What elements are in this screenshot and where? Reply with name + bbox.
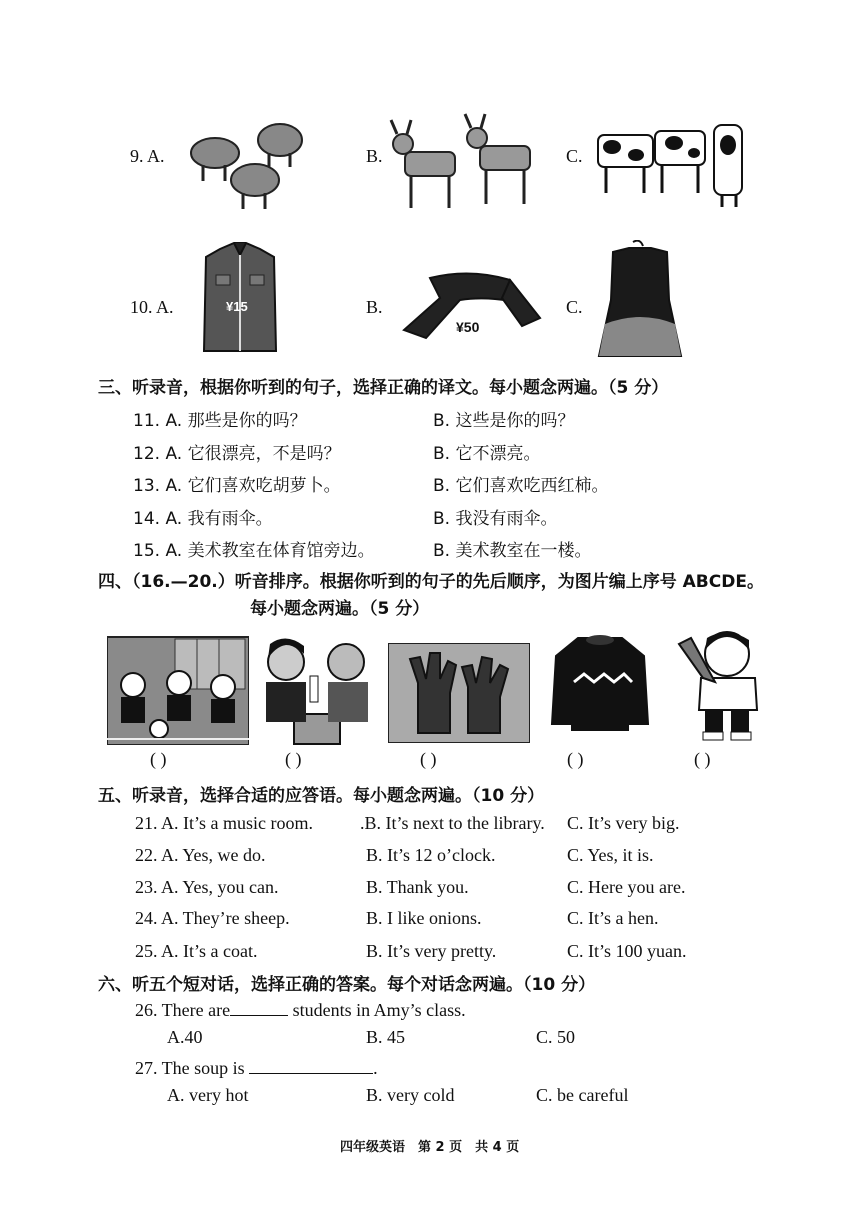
sheep-image	[185, 115, 325, 215]
q26-question	[135, 999, 466, 1021]
q26-option-c: C. 50	[536, 1027, 576, 1047]
q26-option-a: A.40	[167, 1027, 203, 1047]
section4-heading: 四、（16.—20.）听音排序。根据你听到的句子的先后顺序，为图片编上序号 ABCDE。	[98, 572, 764, 592]
q14-option-a: 14. A. 我有雨伞。	[133, 509, 273, 529]
dress-image	[595, 240, 685, 358]
page-footer: 四年级英语 第 2 页 共 4 页	[340, 1140, 520, 1155]
q26-text-post: students in Amy’s class.	[292, 1000, 466, 1020]
q22-option-c: C. Yes, it is.	[567, 845, 654, 865]
answer-paren-1[interactable]: ( )	[150, 749, 167, 769]
q15-option-a: 15. A. 美术教室在体育馆旁边。	[133, 541, 375, 561]
section3-heading: 三、听录音，根据你听到的句子，选择正确的译文。每小题念两遍。（5 分）	[98, 378, 669, 398]
section6-heading: 六、听五个短对话，选择正确的答案。每个对话念两遍。（10 分）	[98, 975, 596, 995]
q13-option-b: B. 它们喜欢吃西红柿。	[433, 476, 609, 496]
section5-heading: 五、听录音，选择合适的应答语。每小题念两遍。（10 分）	[98, 786, 545, 806]
q27-text-post: .	[373, 1058, 378, 1078]
q23-option-c: C. Here you are.	[567, 877, 686, 897]
answer-paren-2[interactable]: ( )	[285, 749, 302, 769]
q15-option-b: B. 美术教室在一楼。	[433, 541, 592, 561]
answer-paren-5[interactable]: ( )	[694, 749, 711, 769]
q13-option-a: 13. A. 它们喜欢吃胡萝卜。	[133, 476, 341, 496]
q26-text-pre: 26. There are	[135, 1000, 231, 1020]
q23-option-a: 23. A. Yes, you can.	[135, 877, 279, 897]
children-football-image	[107, 627, 249, 745]
q27-option-b: B. very cold	[366, 1085, 455, 1105]
q9-label: 9. A.	[130, 146, 165, 166]
shirt-image	[200, 235, 280, 357]
people-drinking-image	[258, 628, 376, 746]
q25-option-b: B. It’s very pretty.	[366, 941, 497, 961]
q25-option-c: C. It’s 100 yuan.	[567, 941, 687, 961]
q27-option-a: A. very hot	[167, 1085, 249, 1105]
q21-option-b: .B. It’s next to the library.	[360, 813, 545, 833]
goats-image	[385, 112, 545, 214]
q26-option-b: B. 45	[366, 1027, 406, 1047]
sweater-image	[548, 632, 652, 732]
q11-option-a: 11. A. 那些是你的吗？	[133, 411, 307, 431]
section4-heading-line2: 每小题念两遍。（5 分）	[250, 599, 430, 619]
q10-label: 10. A.	[130, 297, 174, 317]
q10-option-c-label: C.	[566, 297, 583, 317]
q10-option-b-label: B.	[366, 297, 383, 317]
q24-option-c: C. It’s a hen.	[567, 908, 659, 928]
q12-option-b: B. 它不漂亮。	[433, 444, 541, 464]
gloves-image	[388, 643, 530, 743]
cows-image	[590, 115, 750, 211]
answer-paren-3[interactable]: ( )	[420, 749, 437, 769]
q27-option-c: C. be careful	[536, 1085, 629, 1105]
q27-text-pre: 27. The soup is	[135, 1058, 245, 1078]
q11-option-b: B. 这些是你的吗？	[433, 411, 575, 431]
q27-blank[interactable]	[249, 1057, 373, 1074]
q24-option-b: B. I like onions.	[366, 908, 482, 928]
q9-option-b-label: B.	[366, 146, 383, 166]
scarf-price: ¥50	[456, 319, 480, 335]
q22-option-b: B. It’s 12 o’clock.	[366, 845, 496, 865]
boy-scarf-image	[675, 626, 767, 744]
q24-option-a: 24. A. They’re sheep.	[135, 908, 290, 928]
q23-option-b: B. Thank you.	[366, 877, 469, 897]
q26-blank[interactable]	[230, 999, 288, 1016]
q27-question	[135, 1057, 378, 1079]
q22-option-a: 22. A. Yes, we do.	[135, 845, 266, 865]
scarf-image	[390, 268, 550, 348]
answer-paren-4[interactable]: ( )	[567, 749, 584, 769]
q12-option-a: 12. A. 它很漂亮，不是吗？	[133, 444, 341, 464]
q14-option-b: B. 我没有雨伞。	[433, 509, 558, 529]
q21-option-c: C. It’s very big.	[567, 813, 680, 833]
shirt-price: ¥15	[226, 299, 248, 314]
q21-option-a: 21. A. It’s a music room.	[135, 813, 313, 833]
q9-option-c-label: C.	[566, 146, 583, 166]
q25-option-a: 25. A. It’s a coat.	[135, 941, 258, 961]
